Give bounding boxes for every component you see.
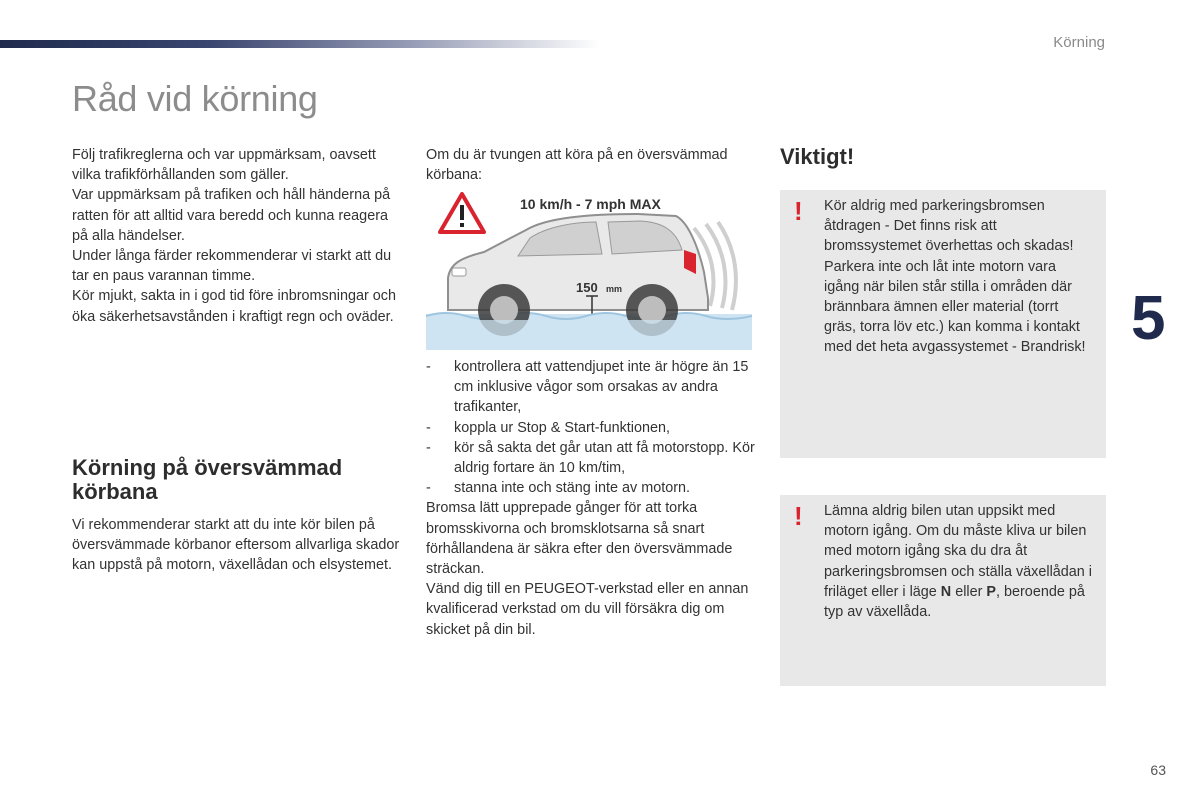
gear-n-label: N bbox=[940, 583, 952, 600]
page-number: 63 bbox=[1150, 762, 1166, 778]
step-dash: - bbox=[426, 419, 431, 436]
flooded-lead-text: Om du är tvungen att köra på en översvämmad körbana: bbox=[426, 147, 728, 184]
warning-box-parking-brake bbox=[780, 190, 1106, 458]
warning-triangle-icon bbox=[440, 194, 484, 232]
intro-text bbox=[72, 145, 402, 327]
water-overlay bbox=[426, 320, 752, 350]
step-item bbox=[426, 478, 766, 498]
car-in-water-svg bbox=[426, 188, 752, 350]
speed-limit-label: 10 km/h - 7 mph MAX bbox=[520, 196, 661, 212]
step-text: koppla ur Stop & Start-funktionen, bbox=[454, 419, 670, 436]
flooded-steps bbox=[426, 357, 766, 640]
step-dash: - bbox=[426, 359, 431, 375]
flooded-intro bbox=[72, 515, 402, 576]
important-heading: Viktigt! bbox=[780, 144, 855, 169]
section-heading-flooded: Körning på översvämmad körbana bbox=[72, 455, 343, 504]
exclamation-icon: ! bbox=[794, 196, 803, 226]
flooded-lead bbox=[426, 145, 756, 185]
flooded-paragraph: Vi rekommenderar starkt att du inte kör bilen på översvämmade körbanor eftersom allvarliga skador kan uppstå på motorn, växellådan och elsystemet. bbox=[72, 517, 400, 574]
step-item bbox=[426, 418, 766, 438]
intro-paragraph: Kör mjukt, sakta in i god tid före inbromsningar och öka säkerhetsavstånden i kraftigt regn och oväder. bbox=[72, 288, 396, 325]
gear-p-label: P bbox=[986, 583, 997, 600]
section-label: Körning bbox=[1053, 34, 1105, 51]
intro-paragraph: Följ trafikreglerna och var uppmärksam, oavsett vilka trafikförhållanden som gäller. bbox=[72, 147, 376, 184]
warning-text-part: , beroende på typ av växellåda. bbox=[824, 583, 1085, 621]
exclamation-icon: ! bbox=[794, 501, 803, 531]
warning-text-part: Lämna aldrig bilen utan uppsikt med motorn igång. Om du måste kliva ur bilen med motorn igång ska du dra åt parkeringsbromsen och ställa växellådan i friläget eller i läge bbox=[824, 503, 1092, 600]
page-title: Råd vid körning bbox=[72, 78, 318, 119]
step-text: kontrollera att vattendjupet inte är högre än 15 cm inklusive vågor som orsakas av andra trafikanter, bbox=[454, 359, 749, 416]
intro-paragraph: Var uppmärksam på trafiken och håll händerna på ratten för att alltid vara beredd och kunna reagera på alla händelser. bbox=[72, 187, 391, 244]
warning-box-unattended bbox=[780, 495, 1106, 686]
depth-value: 150 bbox=[576, 280, 598, 295]
warning-text: Kör aldrig med parkeringsbromsen åtdragen - Det finns risk att bromssystemet överhettas och skadas! Parkera inte och låt inte motorn vara igång när bilen står stilla i områden där brännbara ämnen eller material (torrt gräs, torra löv etc.) kan komma i kontakt med det heta avgassystemet - Brandrisk! bbox=[824, 198, 1086, 356]
after-paragraph-workshop: Vänd dig till en PEUGEOT-verkstad eller en annan kvalificerad verkstad om du vill försäkra dig om skicket på din bil. bbox=[426, 581, 749, 638]
header-rule bbox=[0, 40, 600, 48]
step-dash: - bbox=[426, 439, 431, 456]
after-paragraph-brakes: Bromsa lätt upprepade gånger för att torka bromsskivorna och bromsklotsarna så snart förhållandena är säkra efter den översvämmade sträckan. bbox=[426, 500, 733, 578]
warning-text-part: eller bbox=[951, 583, 987, 600]
chapter-number: 5 bbox=[1131, 284, 1166, 353]
step-text: kör så sakta det går utan att få motorstopp. Kör aldrig fortare än 10 km/tim, bbox=[454, 439, 755, 477]
warning-text bbox=[824, 501, 1094, 622]
step-text: stanna inte och stäng inte av motorn. bbox=[454, 480, 690, 497]
flooded-road-illustration bbox=[426, 188, 752, 350]
step-item bbox=[426, 357, 766, 418]
intro-paragraph: Under långa färder rekommenderar vi starkt att du tar en paus varannan timme. bbox=[72, 248, 392, 285]
step-dash: - bbox=[426, 480, 431, 497]
depth-unit: mm bbox=[606, 284, 623, 294]
step-item bbox=[426, 438, 766, 478]
